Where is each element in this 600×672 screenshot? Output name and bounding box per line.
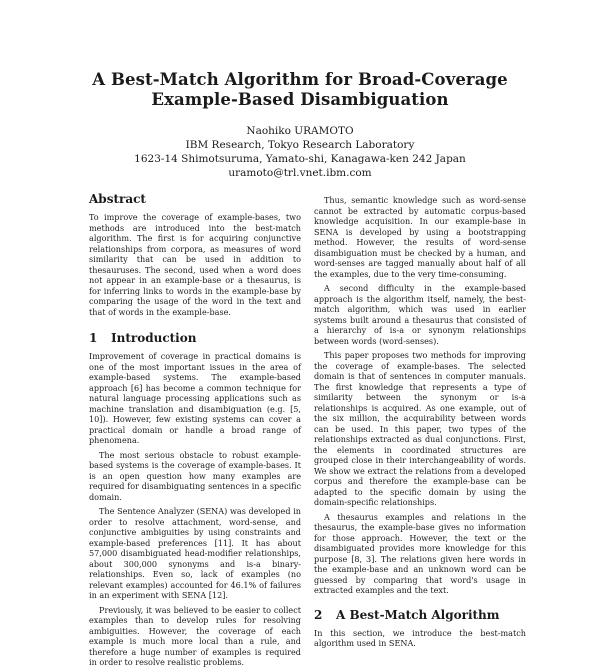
body-paragraph: A second difficulty in the example-based approach is the algorithm itself, namely, the best-match algorithm, which was used in earlier systems built around a thesaurus that consisted of a hierarchy of is-a or synonym relationships between words (word-senses).	[314, 283, 526, 346]
intro-paragraph: The Sentence Analyzer (SENA) was developed in order to resolve attachment, word-sense, and conjunctive ambiguities by using constraints and example-based preferences [11]. It has about 57,000 disambiguated head-modifier relationships, about 300,000 synonyms and is-a binary-relationships. Even so, lack of examples (no relevant examples) accounted for 46.1% of failures in an experiment with SENA [12].	[89, 506, 301, 600]
section-heading-best-match	[314, 608, 526, 622]
section-number: 1	[89, 331, 98, 345]
abstract-body	[89, 212, 301, 317]
abstract-text: To improve the coverage of example-bases, two methods are introduced into the best-match algorithm. The first is for acquiring conjunctive relationships from corpora, as measures of word similarity that can be used in addition to thesauruses. The second, used when a word does not appear in an example-base or a thesaurus, is for inferring links to words in the example-base by comparing the usage of the word in the text and that of words in the example-base.	[89, 212, 301, 317]
section-title: Introduction	[111, 331, 197, 345]
body-paragraph: This paper proposes two methods for improving the coverage of example-bases. The selected domain is that of sentences in computer manuals. The first knowledge that represents a type of similarity between the synonym or is-a relationships is acquired. As one example, out of the six million, the acquirability between words can be used. In this paper, two types of the relationships extracted as dual conjunctions. First, the elements in coordinated structures are grouped close in their interchangeability of words. We show we extract the relations from a developed corpus and therefore the example-base can be adapted to the specific domain by using the domain-specific relationships.	[314, 350, 526, 507]
intro-paragraph: Previously, it was believed to be easier to collect examples than to develop rules for resolving ambiguities. However, the coverage of each example is much more local than a rule, and therefore a huge number of examples is required in order to resolve realistic problems.	[89, 604, 301, 667]
author-email: uramoto@trl.vnet.ibm.com	[228, 167, 372, 179]
intro-paragraph: The most serious obstacle to robust example-based systems is the coverage of example-bases. It is an open question how many examples are required for disambiguating sentences in a specific domain.	[89, 449, 301, 502]
intro-paragraph: Improvement of coverage in practical domains is one of the most important issues in the area of example-based systems. The example-based approach [6] has become a common technique for natural language processing applications such as machine translation and disambiguation (e.g. [5, 10]). However, few existing systems can cover a practical domain or handle a broad range of phenomena.	[89, 351, 301, 445]
body-paragraph: A thesaurus examples and relations in the thesaurus, the example-base gives no information for those approach. However, the text or the disambiguated provides more knowledge for this purpose [8, 3]. The relations given here words in the example-base and an unknown word can be guessed by comparing that word's usage in extracted examples and the text.	[314, 511, 526, 595]
author-block	[0, 124, 600, 180]
paper-title	[0, 70, 600, 110]
section-number: 2	[314, 607, 323, 622]
left-column	[89, 192, 301, 672]
paper-title-line-1: A Best-Match Algorithm for Broad-Coverage	[92, 70, 508, 89]
author-name: Naohiko URAMOTO	[246, 125, 354, 137]
right-column	[314, 195, 526, 653]
paper-title-line-2: Example-Based Disambiguation	[151, 90, 449, 109]
body-paragraph: Thus, semantic knowledge such as word-sense cannot be extracted by automatic corpus-based knowledge acquisition. In our example-base in SENA is developed by using a bootstrapping method. However, the results of word-sense disambiguation must be checked by a human, and word-senses are tagged manually about half of all the examples, due to the very time-consuming.	[314, 195, 526, 279]
section-start-paragraph: In this section, we introduce the best-match algorithm used in SENA.	[314, 627, 526, 648]
author-affiliation: IBM Research, Tokyo Research Laboratory	[185, 139, 415, 151]
section-title: A Best-Match Algorithm	[336, 607, 500, 622]
abstract-heading: Abstract	[89, 192, 146, 206]
author-address: 1623-14 Shimotsuruma, Yamato-shi, Kanagawa-ken 242 Japan	[134, 153, 466, 165]
section-heading-introduction	[89, 331, 301, 345]
